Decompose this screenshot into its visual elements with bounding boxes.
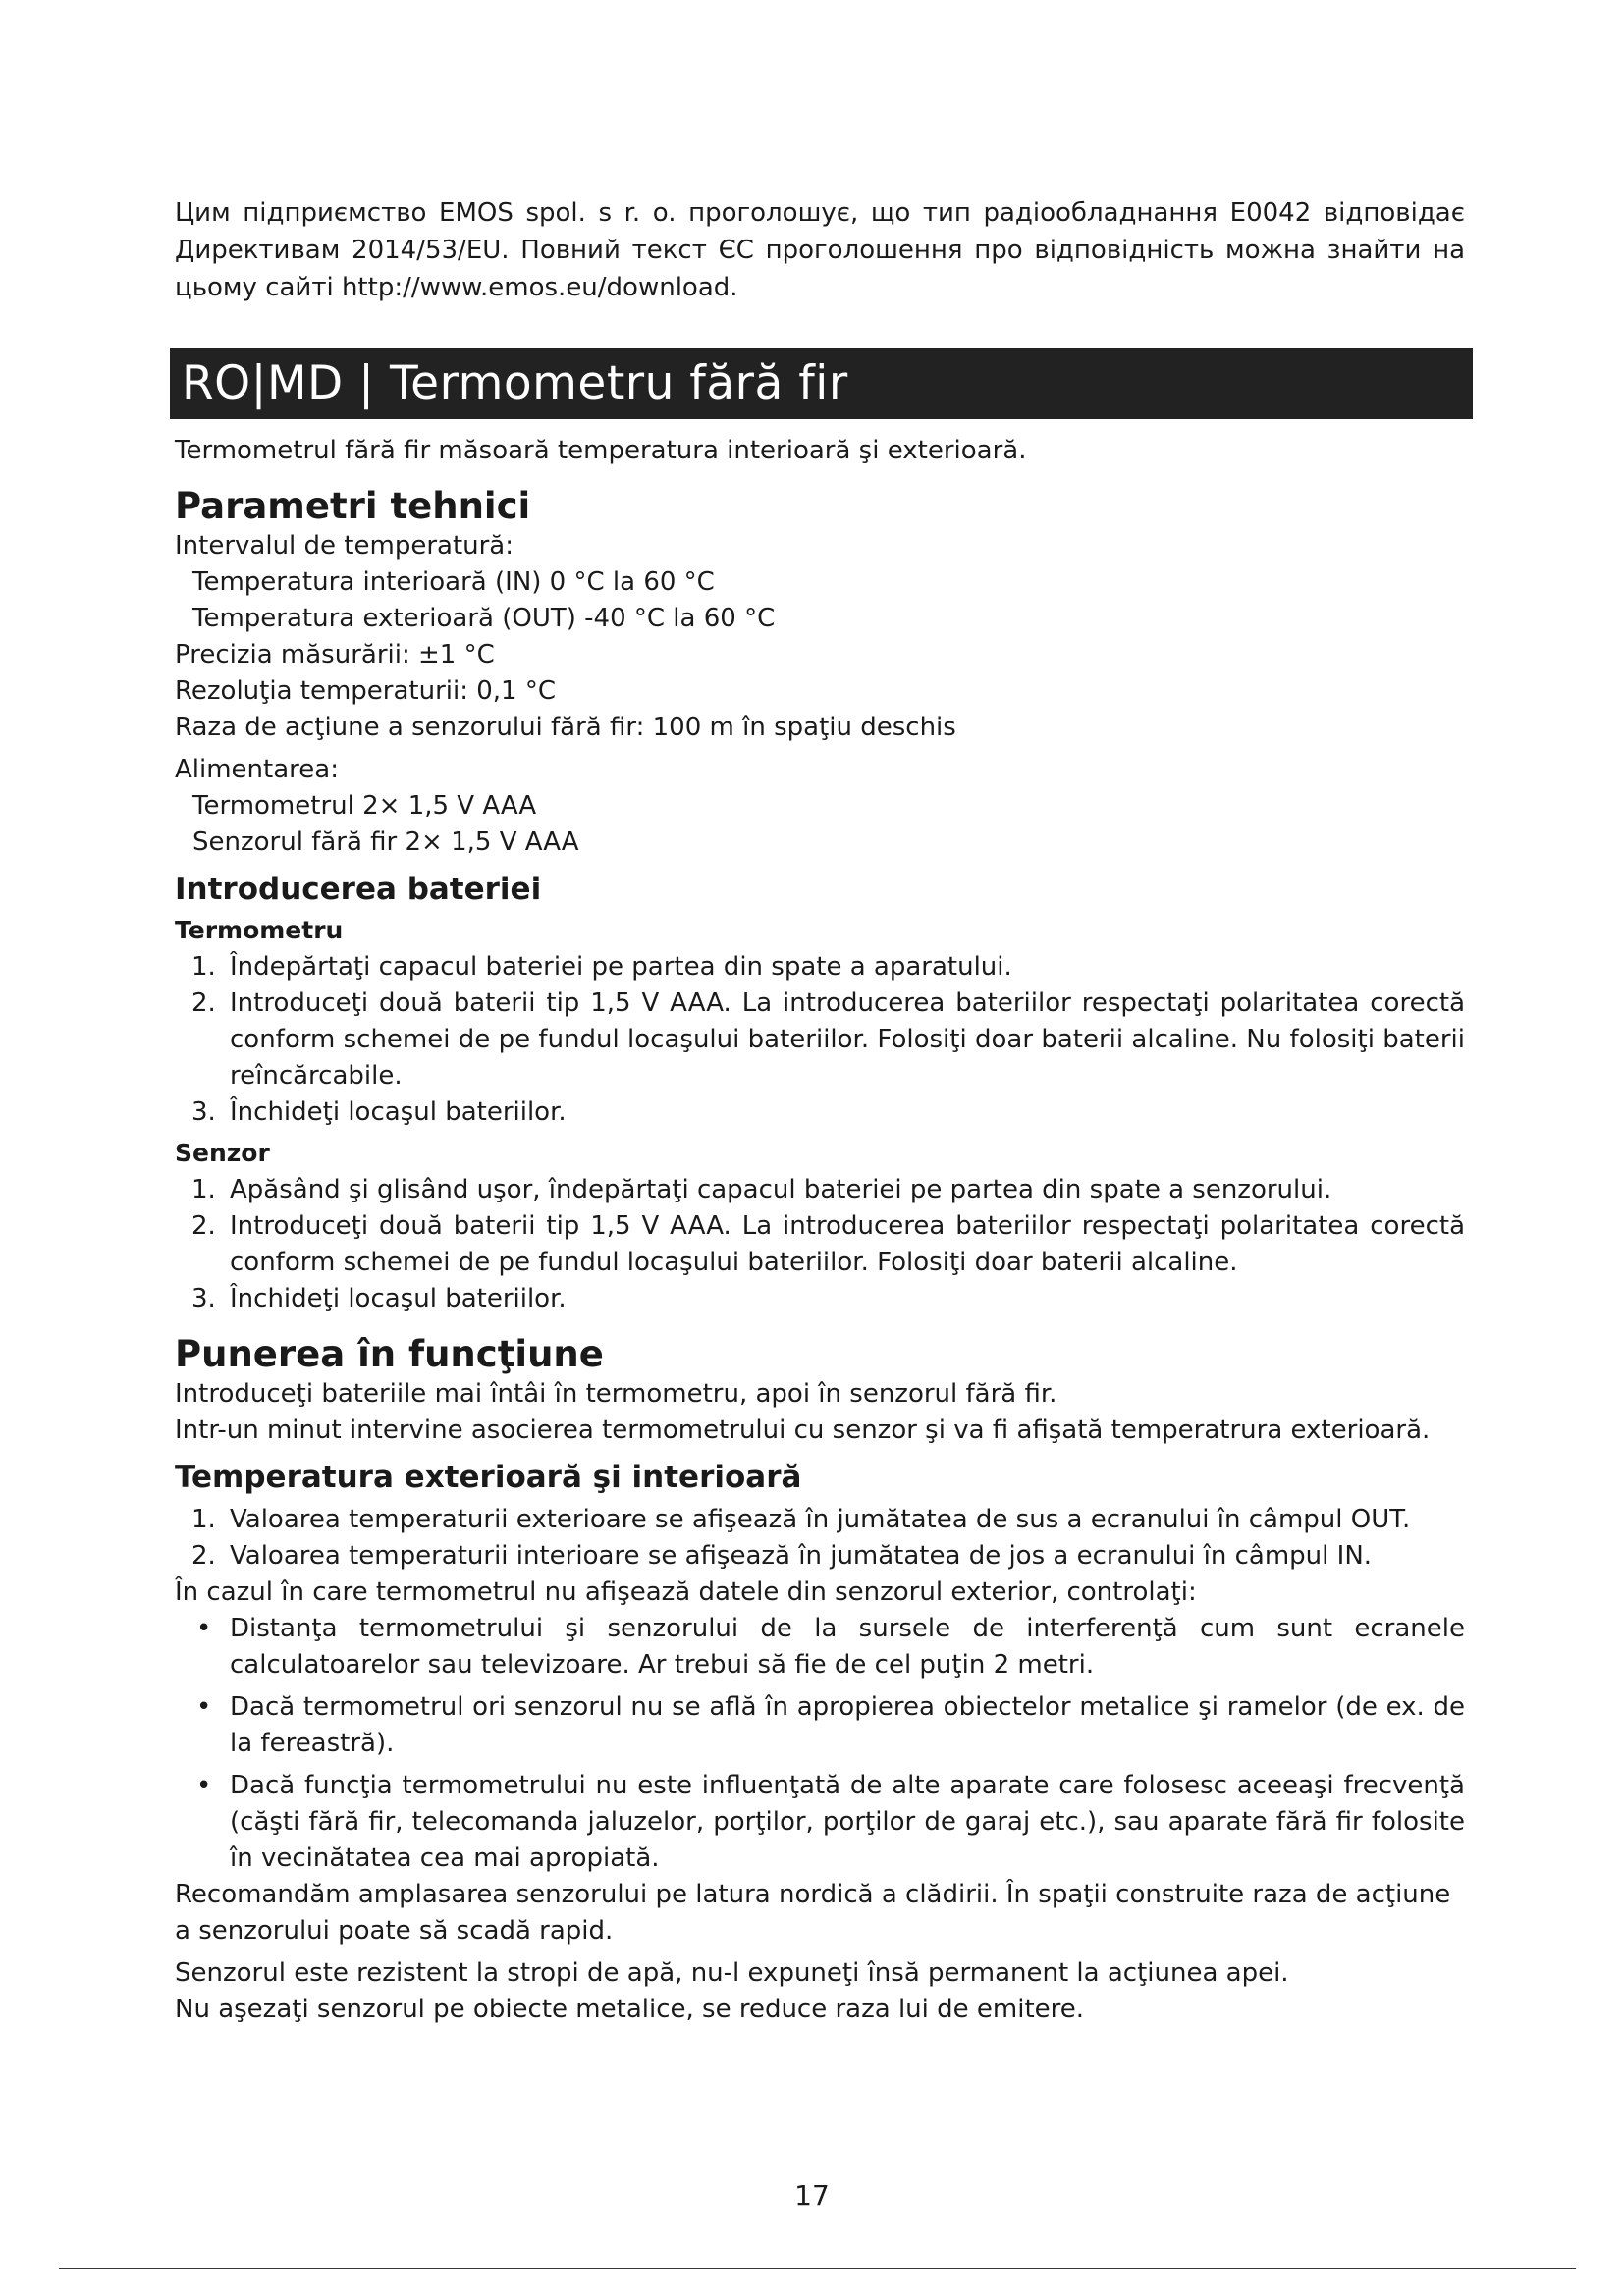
temperatures-heading: Temperatura exterioară şi interioară: [175, 1460, 802, 1495]
temperature-steps: [175, 1502, 1465, 1575]
step-number: 1.: [191, 952, 216, 982]
power-sensor: Senzorul fără fir 2× 1,5 V AAA: [192, 828, 579, 857]
ukrainian-declaration: Цим підприємство EMOS spol. s r. o. проголошує, що тип радіообладнання E0042 відповідає Директивам 2014/53/EU. Повний текст ЄС проголошення про відповідність можна знайти на цьому сайті http://www.emos.eu/download.: [175, 198, 1465, 302]
check-intro: În cazul în care termometrul nu afişează datele din senzorul exterior, controlaţi:: [175, 1577, 1197, 1607]
footer-divider: [59, 2268, 1576, 2269]
page-number: 17: [794, 2179, 830, 2212]
step-number: 2.: [191, 1211, 216, 1241]
list-item: [175, 986, 1465, 1095]
step-text: Închideţi locaşul bateriilor.: [230, 1097, 567, 1127]
list-item: [175, 1538, 1465, 1575]
step-text: Introduceţi două baterii tip 1,5 V AAA. La introducerea bateriilor respectaţi polaritatea corectă conform schemei de pe fundul locaşului bateriilor. Folosiţi doar baterii alcaline.: [230, 1211, 1465, 1277]
step-text: Introduceţi două baterii tip 1,5 V AAA. La introducerea bateriilor respectaţi polaritatea corectă conform schemei de pe fundul locaşului bateriilor. Folosiţi doar baterii alcaline. Nu folosiţi baterii reîncărcabile.: [230, 988, 1465, 1091]
list-item: [175, 1689, 1465, 1762]
power-thermometer: Termometrul 2× 1,5 V AAA: [192, 791, 537, 821]
step-number: 2.: [191, 988, 216, 1018]
step-number: 2.: [191, 1541, 216, 1571]
step-text: Îndepărtaţi capacul bateriei pe partea din spate a aparatului.: [230, 952, 1012, 982]
list-item: [175, 1095, 1465, 1131]
recommend-paragraph: Recomandăm amplasarea senzorului pe latura nordică a clădirii. În spaţii construite raza de acţiune a senzorului poate să scadă rapid.: [175, 1880, 1451, 1946]
power-label: Alimentarea:: [175, 755, 339, 784]
thermometer-steps: [175, 949, 1465, 1131]
list-item: [175, 1172, 1465, 1208]
precision-line: Precizia măsurării: ±1 °C: [175, 640, 495, 669]
step-text: Valoarea temperaturii exterioare se afişează în jumătatea de sus a ecranului în câmpul OUT.: [230, 1505, 1411, 1534]
startup-paragraph-2: Intr-un minut intervine asocierea termometrului cu senzor şi va fi afişată temperatrura exterioară.: [175, 1415, 1431, 1445]
list-item: [175, 949, 1465, 986]
bullet-icon: •: [196, 1692, 212, 1722]
bullet-text: Distanţa termometrului şi senzorului de la sursele de interferenţă cum sunt ecranele calculatoarelor sau televizoare. Ar trebui să fie de cel puţin 2 metri.: [230, 1614, 1465, 1680]
step-number: 3.: [191, 1284, 216, 1313]
temp-range-out: Temperatura exterioară (OUT) -40 °C la 60 °C: [192, 604, 776, 633]
sensor-subheading: Senzor: [175, 1139, 270, 1167]
sensor-steps: [175, 1172, 1465, 1317]
bullet-text: Dacă termometrul ori senzorul nu se află în apropierea obiectelor metalice şi ramelor (de ex. de la fereastră).: [230, 1692, 1465, 1758]
bullet-icon: •: [196, 1771, 212, 1800]
step-number: 1.: [191, 1505, 216, 1534]
step-number: 3.: [191, 1097, 216, 1127]
startup-heading: Punerea în funcţiune: [175, 1333, 604, 1375]
document-body: [175, 194, 1465, 2028]
step-text: Apăsând şi glisând uşor, îndepărtaţi capacul bateriei pe partea din spate a senzorului.: [230, 1175, 1332, 1204]
temp-range-in: Temperatura interioară (IN) 0 °C la 60 °C: [192, 567, 715, 597]
list-item: [175, 1611, 1465, 1683]
metal-paragraph: Nu aşezaţi senzorul pe obiecte metalice, se reduce raza lui de emitere.: [175, 1995, 1085, 2024]
check-bullets: [175, 1611, 1465, 1877]
water-paragraph: Senzorul este rezistent la stropi de apă, nu-l expuneţi însă permanent la acţiunea apei.: [175, 1958, 1289, 1988]
list-item: [175, 1502, 1465, 1538]
list-item: [175, 1281, 1465, 1317]
step-text: Închideţi locaşul bateriilor.: [230, 1284, 567, 1313]
bullet-text: Dacă funcţia termometrului nu este influenţată de alte aparate care folosesc aceeaşi frecvenţă (căşti fără fir, telecomanda jaluzelor, porţilor, porţilor de garaj etc.), sau aparate fără fir folosite în vecinătatea cea mai apropiată.: [230, 1771, 1465, 1873]
section-title-banner: RO|MD | Termometru fără fir: [170, 348, 1473, 419]
bullet-icon: •: [196, 1614, 212, 1643]
temp-range-label: Intervalul de temperatură:: [175, 531, 514, 561]
lead-paragraph: Termometrul fără fir măsoară temperatura interioară şi exterioară.: [175, 436, 1027, 465]
step-number: 1.: [191, 1175, 216, 1204]
resolution-line: Rezoluţia temperaturii: 0,1 °C: [175, 676, 557, 706]
list-item: [175, 1208, 1465, 1281]
startup-paragraph-1: Introduceţi bateriile mai întâi în termometru, apoi în senzorul fără fir.: [175, 1379, 1057, 1409]
list-item: [175, 1768, 1465, 1877]
battery-heading: Introducerea bateriei: [175, 872, 542, 907]
step-text: Valoarea temperaturii interioare se afişează în jumătatea de jos a ecranului în câmpul IN.: [230, 1541, 1373, 1571]
thermometer-subheading: Termometru: [175, 916, 344, 944]
radio-range-line: Raza de acţiune a senzorului fără fir: 100 m în spaţiu deschis: [175, 713, 956, 742]
tech-params-heading: Parametri tehnici: [175, 485, 531, 527]
